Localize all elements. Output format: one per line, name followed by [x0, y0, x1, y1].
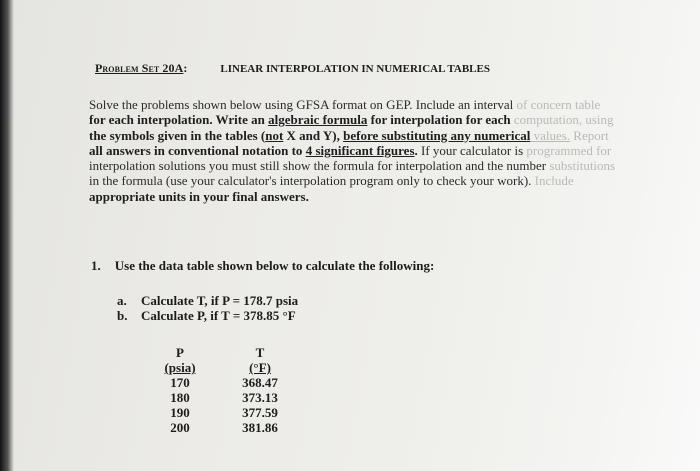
table-cell: 368.47: [242, 375, 278, 390]
column-header: T: [255, 345, 265, 360]
instructions-line-2: for each interpolation. Write an algebraic formula for interpolation for each computation, using: [89, 112, 614, 128]
table-cell: 180: [170, 390, 190, 405]
column-unit: (°F): [249, 360, 271, 375]
instructions-line-4: all answers in conventional notation to 4 significant figures. If your calculator is programmed for: [89, 142, 612, 158]
temperature-column: [240, 345, 280, 435]
instructions-line-6: in the formula (use your calculator's interpolation program only to check your work). Include: [89, 173, 574, 189]
instructions-line-5: interpolation solutions you must still show the formula for interpolation and the number substitutions: [89, 158, 616, 174]
table-cell: 381.86: [242, 420, 278, 435]
problem-set-title: Problem Set 20A: [95, 61, 184, 75]
instructions-line-7: appropriate units in your final answers.: [89, 188, 309, 204]
list-item: [117, 293, 298, 308]
page-shadow: [0, 0, 14, 471]
pressure-column: [164, 345, 196, 435]
topic-title: LINEAR INTERPOLATION IN NUMERICAL TABLES: [220, 63, 490, 75]
table-cell: 190: [170, 405, 190, 420]
table-cell: 377.59: [242, 405, 278, 420]
item-text: Calculate P, if T = 378.85 °F: [141, 308, 296, 323]
table-cell: 170: [170, 375, 190, 390]
problem-number: 1.: [91, 258, 101, 273]
list-item: [117, 308, 298, 323]
header-colon: :: [183, 61, 188, 75]
page-header: [95, 61, 490, 76]
problem-text: Use the data table shown below to calculate the following:: [114, 258, 435, 273]
instructions-line-1: Solve the problems shown below using GFSA format on GEP. Include an interval of concern table: [89, 97, 601, 112]
item-letter: a.: [117, 293, 127, 308]
instructions-line-3: the symbols given in the tables (not X and Y), before substituting any numerical values. Report: [89, 127, 609, 143]
column-unit: (psia): [164, 360, 196, 375]
item-text: Calculate T, if P = 178.7 psia: [141, 293, 299, 308]
column-header: P: [176, 345, 184, 360]
item-letter: b.: [117, 308, 128, 323]
table-cell: 200: [170, 420, 190, 435]
table-cell: 373.13: [242, 390, 278, 405]
problem-1-prompt: [91, 258, 434, 274]
problem-1-items: [117, 293, 298, 323]
instructions-paragraph: [89, 97, 694, 204]
